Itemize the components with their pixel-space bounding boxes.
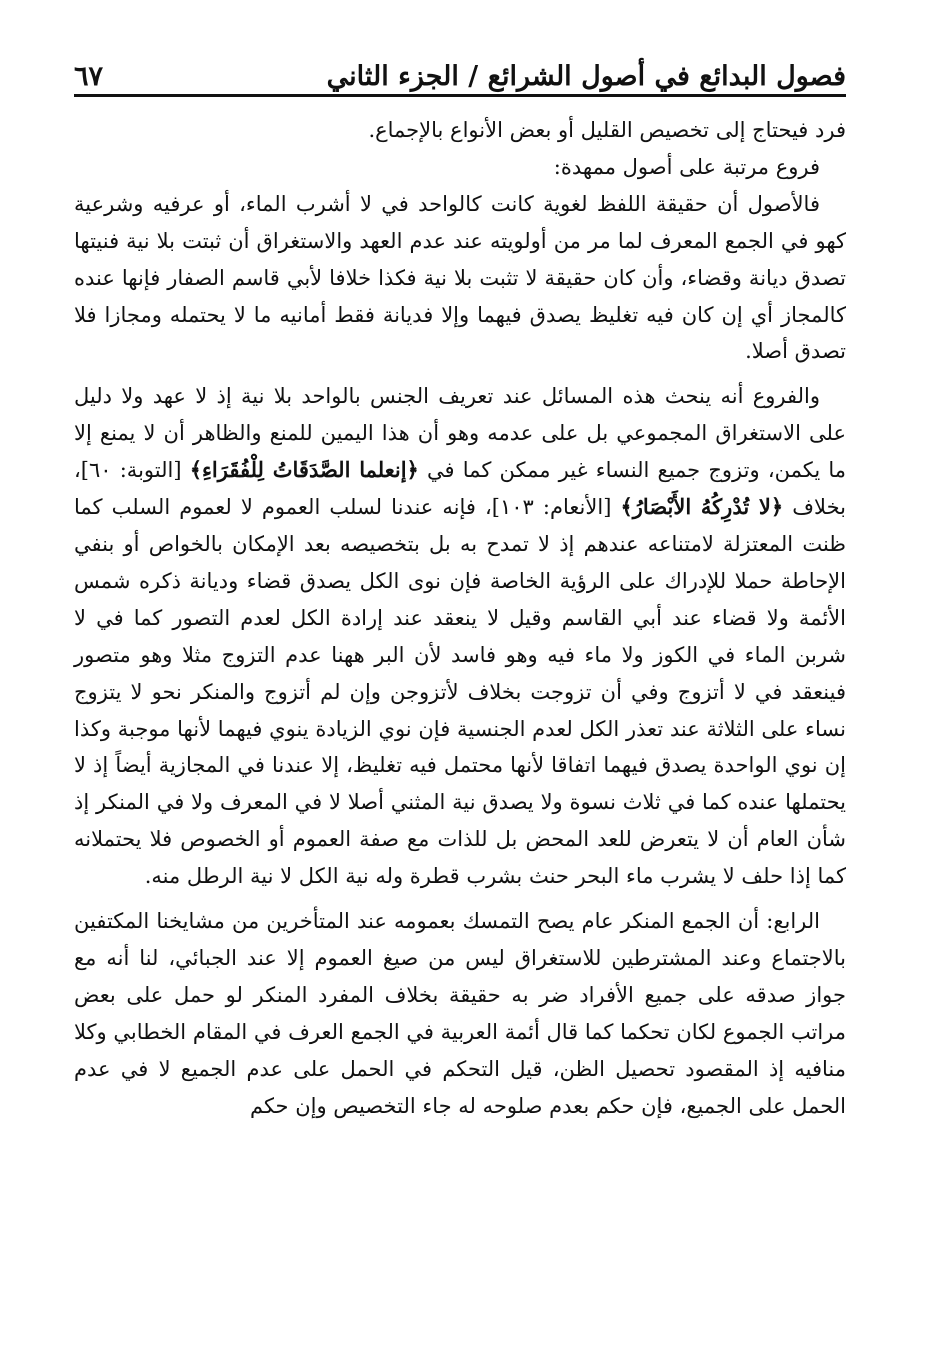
paragraph-furu [74,378,846,895]
section-heading [74,149,846,186]
text-segment: فالأصول أن حقيقة اللفظ لغوية كانت كالواحد في لا أشرب الماء، أو عرفيه وشرعية كهو في الجمع المعرف لما مر من أولويته عند عدم العهد والاستغراق أن ثبتت بلا نية فنيتها تصدق ديانة وقضاء، وأن كان حقيقة لا تثبت بلا نية فكذا خلافا لأبي قاسم الصفار فإنها عنده كالمجاز أي إن كان فيه تغليظ يصدق فيهما وإلا فديانة فقط أمانيه ما لا يحتمله ومجازا فلا تصدق أصلا. [74,191,846,364]
paragraph-continuation [74,112,846,149]
text-segment: [التوبة: ٦٠]، بخلاف [74,458,846,520]
paragraph-usul [74,186,846,371]
text-segment: فرد فيحتاج إلى تخصيص القليل أو بعض الأنواع بالإجماع. [368,118,846,142]
text-segment: الرابع: أن الجمع المنكر عام يصح التمسك بعمومه عند المتأخرين من مشايخنا المكتفين بالاجتماع وعند المشترطين للاستغراق ليس من صيغ العموم إلا عند الجبائي، لنا أنه مع جواز صدقه على جميع الأفراد ضر به حقيقة بخلاف المفرد المنكر لو حمل على بعض مراتب الجموع لكان تحكما كما قال أئمة العربية في الجمع العرف في المقام الخطابي وكلا منافيه إذ المقصود تحصيل الظن، قيل التحكم في الحمل على عدم الجميع لا في عدم الحمل على الجميع، فإن حكم بعدم صلوحه له جاء التخصيص وإن حكم [74,909,846,1118]
text-segment: [الأنعام: ١٠٣]، فإنه عندنا لسلب العموم لا لعموم السلب كما ظنت المعتزلة لامتناعه عندهم إذ لا تمدح به بل بتخصيصه بعد الإمكان بالخواص أو بنفي الإحاطة حملا للإدراك على الرؤية الخاصة فإن نوى الكل يصدق قضاء وديانة ذكره شمس الأئمة ولا قضاء عند أبي القاسم وقيل لا ينعقد عند إرادة الكل لعدم التصور كما في لا شربن الماء في الكوز ولا ماء فيه وهو فاسد لأن البر ههنا عدم التزوج مثلا وهو متصور فينعقد في لا أتزوج وفي أن تزوجت بخلاف لأتزوجن وإن لم أتزوج والمنكر نحو لا يتزوج نساء على الثلاثة عند تعذر الكل لعدم الجنسية فإن نوي الزيادة ينوي فيهما لأنها موجبة وكذا إن نوي الواحدة يصدق فيهما اتفاقا لأنها محتمل فيه تغليظ، إلا عندنا في المجازية أيضاً إذ لا يحتملها عنده كما في ثلاث نسوة ولا يصدق نية المثني أصلا لا في المعرف ولا في المنكر إذ شأن العام أن لا يتعرض للعد المحض بل للذات مع صفة العموم أو الخصوص فلا يحتملانه كما إذا حلف لا يشرب ماء البحر حنث بشرب قطرة وله نية الكل لا نية الرطل منه. [74,495,846,889]
running-title: فصول البدائع في أصول الشرائع / الجزء الثاني [326,61,846,92]
text-segment: والفروع أنه ينحث هذه المسائل عند تعريف الجنس بالواحد بلا نية إذ لا عهد ولا دليل على الاستغراق المجموعي بل على عدمه وهو أن هذا اليمين للمنع والظاهر أن لا يمنع إلا ما يكمن، وتزوج جميع النساء غير ممكن كما في [74,384,846,483]
body-text [74,112,846,1124]
header-rule [74,94,846,97]
paragraph-rabi [74,903,846,1124]
quran-quote: ﴿إنعلما الصَّدَقَاتُ لِلْفُقَرَاءِ﴾ [189,457,419,483]
text-segment: فروع مرتبة على أصول ممهدة: [553,154,820,179]
quran-quote: ﴿لا تُدْرِكُهُ الأَبْصَارُ﴾ [620,494,784,520]
running-header [74,40,846,92]
page-number: ٦٧ [74,61,104,92]
